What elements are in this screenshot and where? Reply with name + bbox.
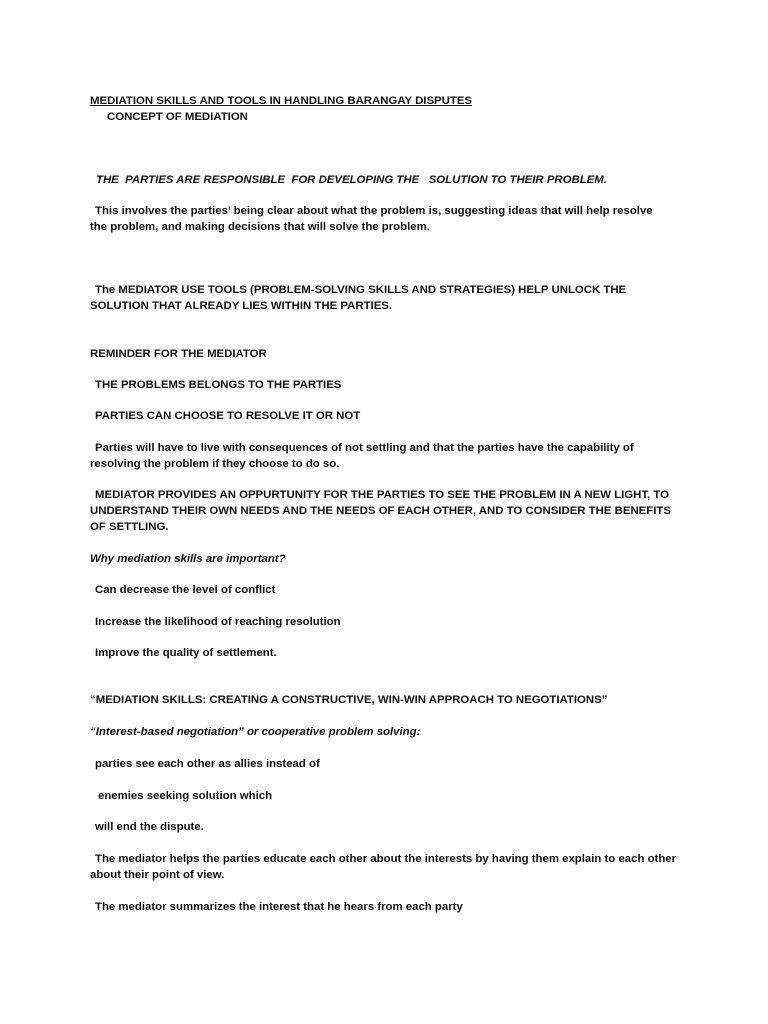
- section-subtitle: CONCEPT OF MEDIATION: [107, 111, 248, 123]
- why-heading: Why mediation skills are important?: [90, 553, 286, 565]
- allies-line: enemies seeking solution which: [98, 790, 273, 802]
- allies-line: will end the dispute.: [95, 821, 204, 833]
- interest-heading: “Interest-based negotiation” or cooperative problem solving:: [90, 726, 421, 738]
- why-item: Can decrease the level of conflict: [95, 584, 276, 596]
- why-item: Increase the likelihood of reaching resolution: [95, 616, 341, 628]
- paragraph-parties-clear: This involves the parties’ being clear about what the problem is, suggesting ideas that will help resolve the problem, and making decisions that will solve the problem.: [90, 205, 653, 233]
- skills-heading: “MEDIATION SKILLS: CREATING A CONSTRUCTIVE, WIN-WIN APPROACH TO NEGOTIATIONS”: [90, 694, 608, 706]
- paragraph-educate: The mediator helps the parties educate each other about the interests by having them explain to each other about their point of view.: [90, 853, 677, 881]
- reminder-item: THE PROBLEMS BELONGS TO THE PARTIES: [95, 379, 342, 391]
- paragraph-consequences: Parties will have to live with consequences of not settling and that the parties have the capability of resolving the problem if they choose to do so.: [90, 442, 634, 470]
- why-item: Improve the quality of settlement.: [95, 647, 277, 659]
- paragraph-mediator-opportunity: MEDIATOR PROVIDES AN OPPURTUNITY FOR THE PARTIES TO SEE THE PROBLEM IN A NEW LIGHT, TO UNDERSTAND THEIR OWN NEEDS AND THE NEEDS OF EACH OTHER, AND TO CONSIDER THE BENEFITS OF SETTLING.: [90, 489, 671, 533]
- paragraph-parties-responsible: THE PARTIES ARE RESPONSIBLE FOR DEVELOPING THE SOLUTION TO THEIR PROBLEM.: [96, 174, 607, 186]
- reminder-heading: REMINDER FOR THE MEDIATOR: [90, 348, 267, 360]
- paragraph-mediator-tools: The MEDIATOR USE TOOLS (PROBLEM-SOLVING SKILLS AND STRATEGIES) HELP UNLOCK THE SOLUTION THAT ALREADY LIES WITHIN THE PARTIES.: [90, 284, 627, 312]
- allies-line: parties see each other as allies instead of: [95, 758, 320, 770]
- paragraph-summarizes: The mediator summarizes the interest that he hears from each party: [95, 901, 463, 913]
- document-title: MEDIATION SKILLS AND TOOLS IN HANDLING BARANGAY DISPUTES: [90, 95, 473, 107]
- reminder-item: PARTIES CAN CHOOSE TO RESOLVE IT OR NOT: [95, 410, 361, 422]
